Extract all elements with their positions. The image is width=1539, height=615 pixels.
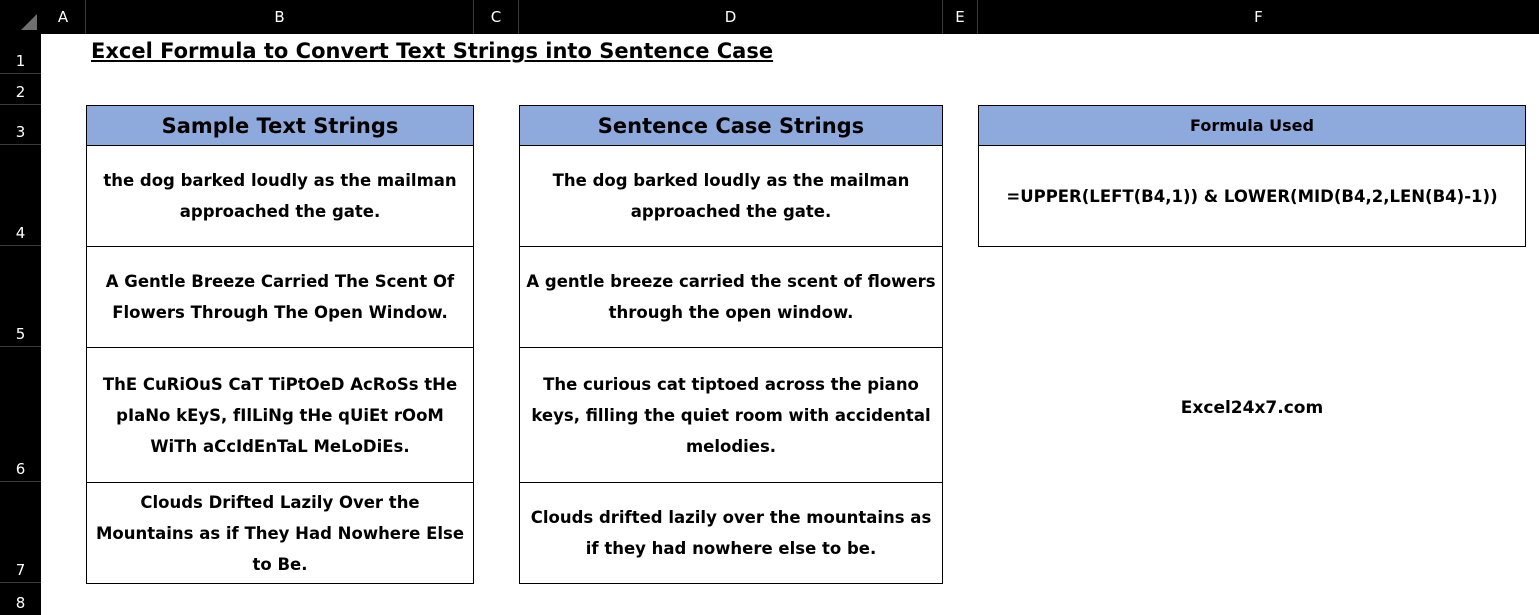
row-header-4[interactable]: 4 [0,145,41,246]
column-header-f[interactable]: F [978,0,1539,34]
formula-used-header[interactable]: Formula Used [978,105,1526,146]
row-header-3[interactable]: 3 [0,105,41,145]
sample-string-cell[interactable]: ThE CuRiOuS CaT TiPtOeD AcRoSs tHe pIaNo kEyS, fIlLiNg tHe qUiEt rOoM WiTh aCcIdEnTaL MeLoDiEs. [86,347,474,483]
row-header-8[interactable]: 8 [0,583,41,615]
column-header-a[interactable]: A [41,0,86,34]
site-watermark: Excel24x7.com [1180,398,1324,418]
select-all-triangle-icon [21,14,37,30]
sentence-case-cell[interactable]: Clouds drifted lazily over the mountains as if they had nowhere else to be. [519,482,943,584]
column-header-b[interactable]: B [86,0,474,34]
row-header-1[interactable]: 1 [0,34,41,74]
column-header-e[interactable]: E [943,0,978,34]
column-header-c[interactable]: C [474,0,519,34]
sentence-case-header[interactable]: Sentence Case Strings [519,105,943,146]
row-header-2[interactable]: 2 [0,74,41,105]
page-title: Excel Formula to Convert Text Strings into Sentence Case [91,39,774,63]
column-header-d[interactable]: D [519,0,943,34]
sentence-case-cell[interactable]: A gentle breeze carried the scent of flowers through the open window. [519,246,943,348]
sample-strings-header[interactable]: Sample Text Strings [86,105,474,146]
select-all-corner[interactable] [0,0,41,34]
row-header-6[interactable]: 6 [0,347,41,482]
sentence-case-cell[interactable]: The curious cat tiptoed across the piano keys, filling the quiet room with accidental melodies. [519,347,943,483]
sentence-case-cell[interactable]: The dog barked loudly as the mailman approached the gate. [519,145,943,247]
sample-string-cell[interactable]: Clouds Drifted Lazily Over the Mountains as if They Had Nowhere Else to Be. [86,482,474,584]
formula-cell[interactable]: =UPPER(LEFT(B4,1)) & LOWER(MID(B4,2,LEN(B4)-1)) [978,145,1526,247]
sample-string-cell[interactable]: the dog barked loudly as the mailman approached the gate. [86,145,474,247]
sample-string-cell[interactable]: A Gentle Breeze Carried The Scent Of Flowers Through The Open Window. [86,246,474,348]
row-header-5[interactable]: 5 [0,246,41,347]
row-header-7[interactable]: 7 [0,482,41,583]
